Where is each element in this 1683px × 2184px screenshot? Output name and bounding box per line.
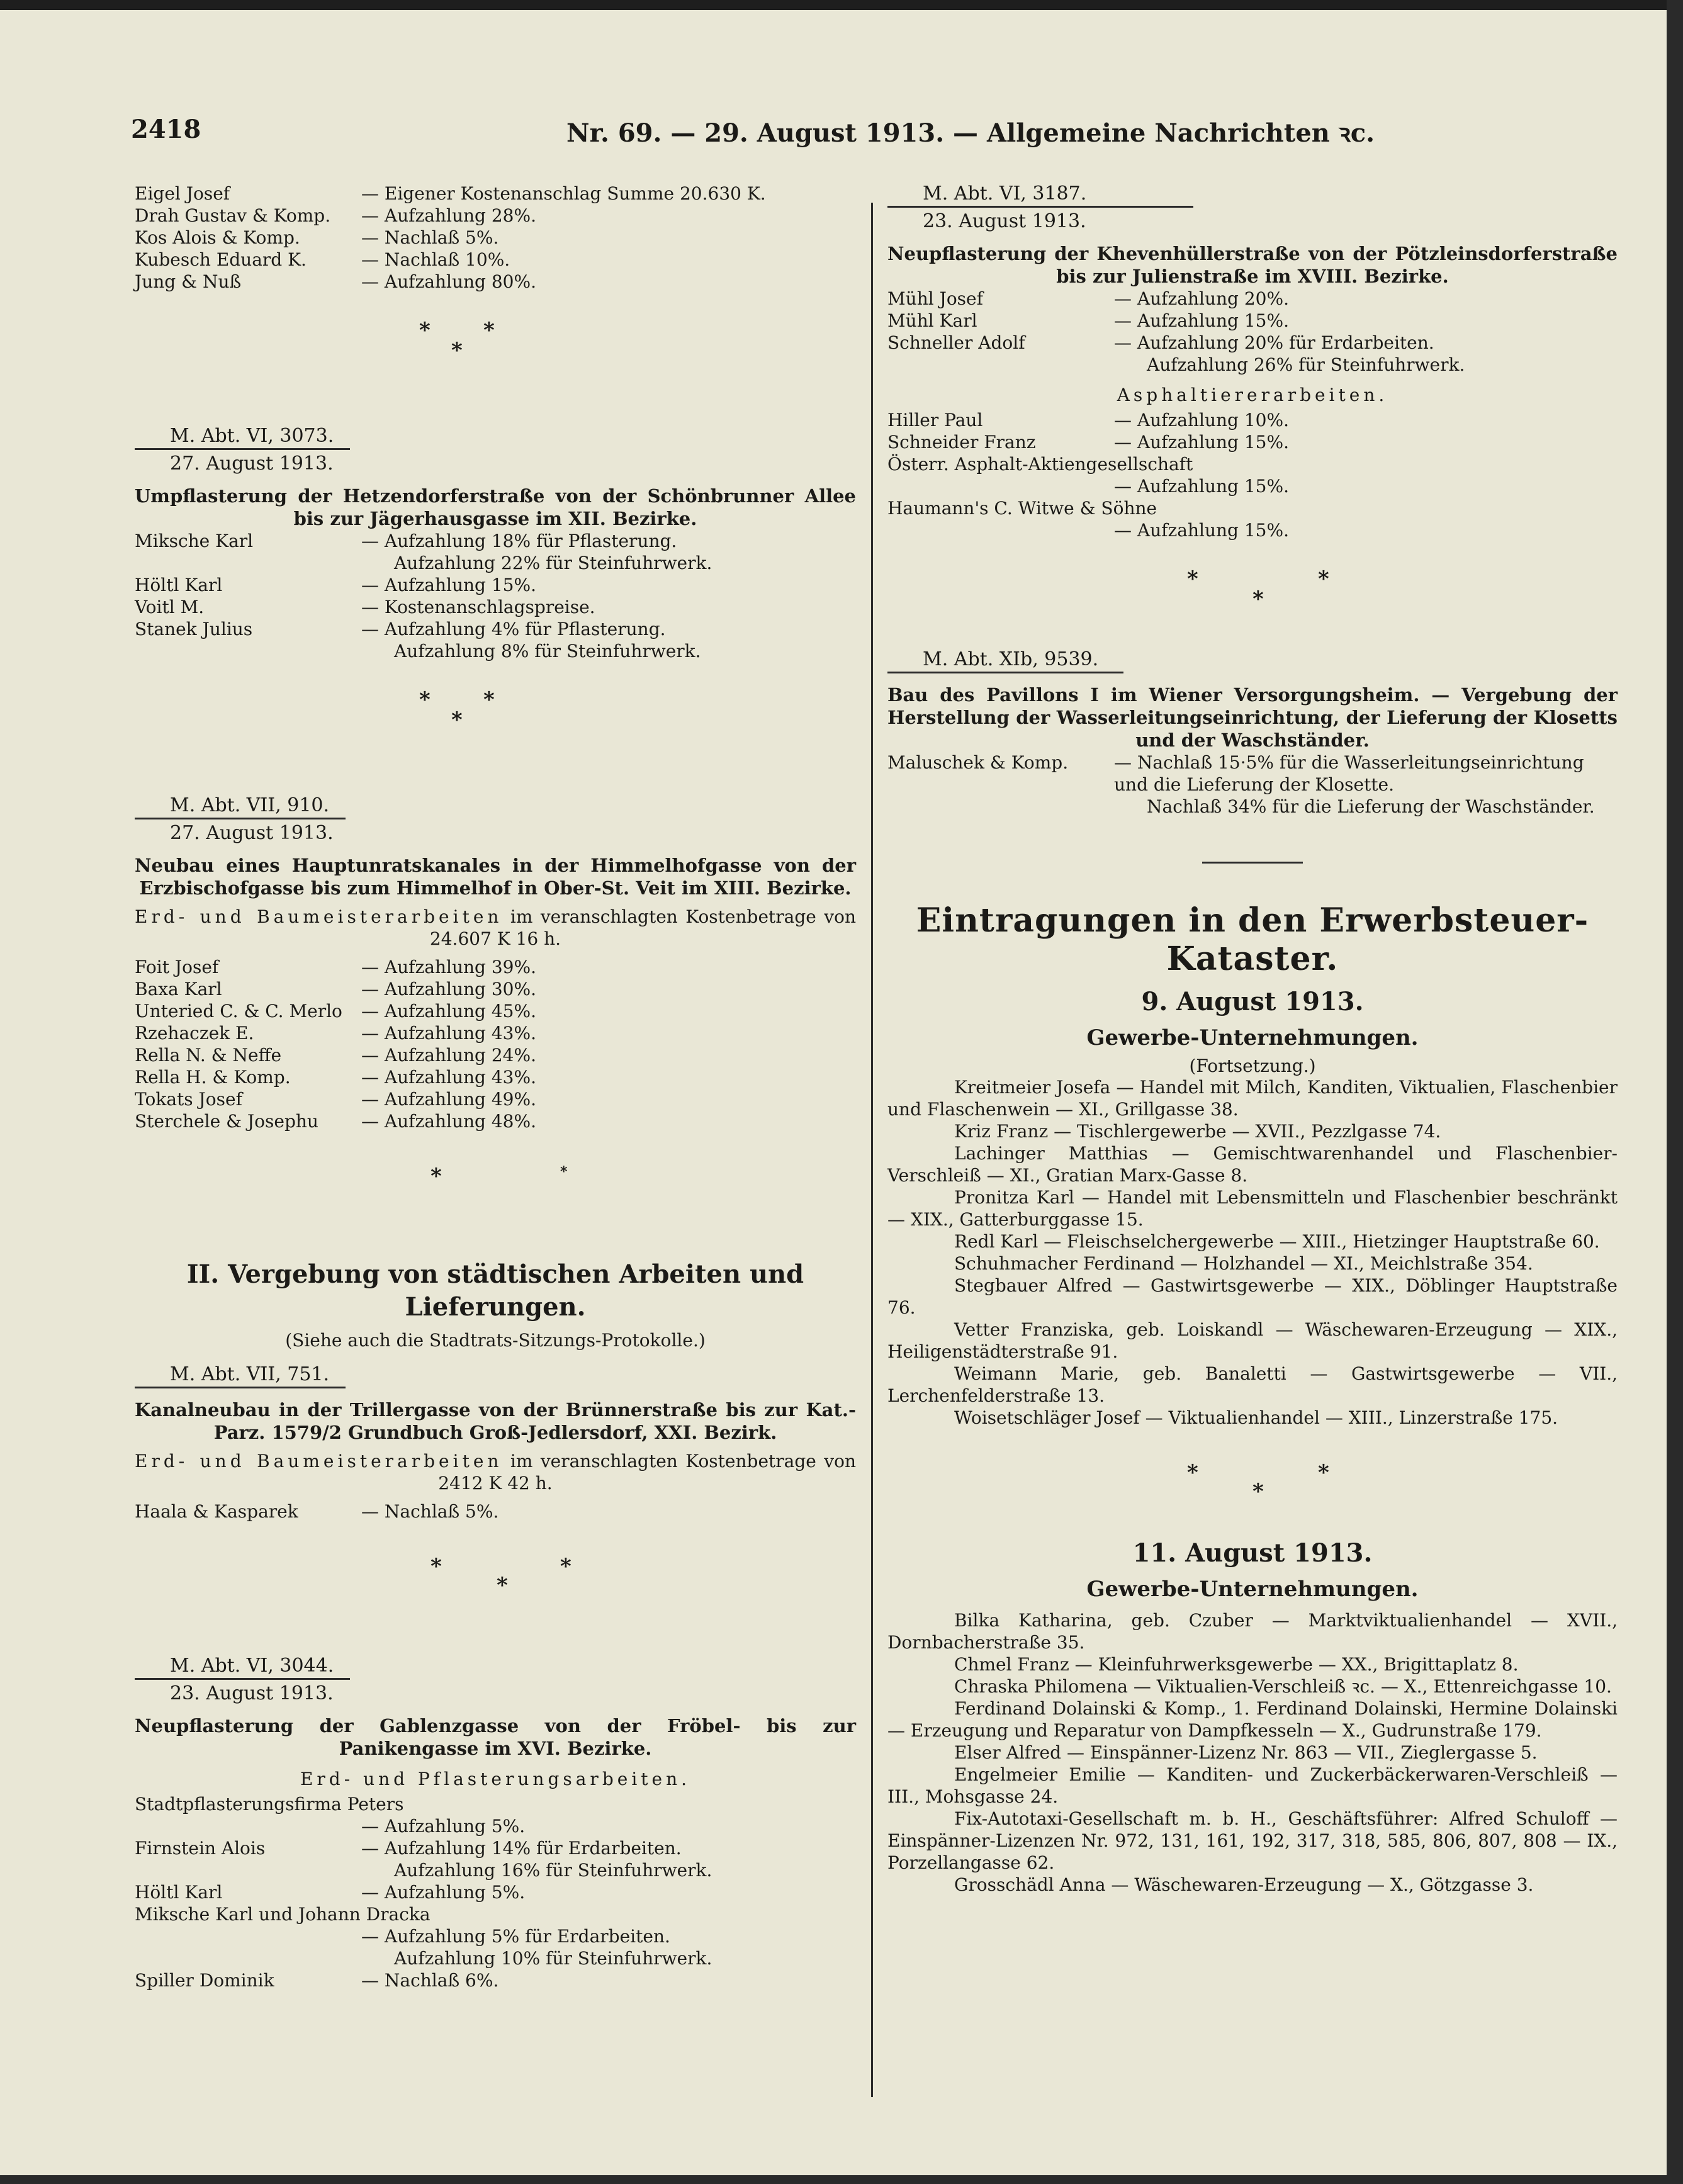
entries — [887, 519, 1618, 541]
entry-value-line: — Aufzahlung 15%. — [1114, 310, 1289, 331]
star: * — [483, 687, 495, 712]
separator-stars — [135, 1541, 856, 1623]
entries — [135, 1925, 856, 1991]
entry-name: Maluschek & Komp. — [887, 752, 1069, 773]
register-entry: Woisetschläger Josef — Viktualienhandel — XIII., Linzerstraße 175. — [954, 1407, 1558, 1428]
entry-values — [361, 1969, 856, 1991]
scan-edge-bottom — [0, 2175, 1683, 2184]
firm-line: Miksche Karl und Johann Dracka — [135, 1904, 431, 1925]
star: * — [483, 318, 495, 343]
kataster-title: Eintragungen in den Erwerbsteuer-Kataster. — [916, 901, 1589, 978]
register-entry: Elser Alfred — Einspänner-Lizenz Nr. 863 — VII., Zieglergasse 5. — [954, 1742, 1538, 1763]
entry-name: Rella N. & Neffe — [135, 1045, 282, 1066]
entry-row — [135, 1066, 856, 1088]
firm-line: Stadtpflasterungsfirma Peters — [135, 1794, 404, 1815]
block-vii-751 — [135, 1351, 856, 1523]
entry-value-line: — Aufzahlung 18% für Pflasterung. — [361, 531, 677, 551]
entries — [887, 751, 1618, 818]
entry-value-line: — Eigener Kostenanschlag Summe 20.630 K. — [361, 183, 766, 204]
register-entry: Schuhmacher Ferdinand — Holzhandel — XI., Meichlstraße 354. — [954, 1253, 1533, 1274]
entry-values — [361, 1066, 856, 1088]
entry-name: Eigel Josef — [135, 183, 230, 204]
section-note: (Siehe auch die Stadtrats-Sitzungs-Protokolle.) — [285, 1330, 706, 1351]
entry-name — [887, 519, 1114, 541]
entry-row — [887, 431, 1618, 453]
entry-name: Sterchele & Josephu — [135, 1111, 318, 1132]
entry-name: Kubesch Eduard K. — [135, 249, 307, 270]
block-intro — [135, 906, 856, 950]
register-entry: Pronitza Karl — Handel mit Lebensmitteln und Flaschenbier beschränkt — XIX., Gatterburggasse 15. — [887, 1187, 1618, 1230]
register-entries — [887, 1076, 1618, 1429]
star: * — [451, 338, 463, 363]
entries — [135, 956, 856, 1132]
entry-name: Rella H. & Komp. — [135, 1067, 291, 1088]
register-entry: Chmel Franz — Kleinfuhrwerksgewerbe — XX., Brigittaplatz 8. — [954, 1654, 1519, 1675]
subheading: Gewerbe-Unternehmungen. — [1086, 1577, 1419, 1602]
subheading: Gewerbe-Unternehmungen. — [1086, 1025, 1419, 1050]
reference-date: 23. August 1913. — [923, 210, 1086, 232]
separator-stars — [135, 1151, 856, 1233]
entry-row — [135, 271, 856, 293]
entry-name: Rzehaczek E. — [135, 1023, 254, 1044]
entry-values — [361, 618, 856, 662]
entry-values — [361, 1110, 856, 1132]
entry-values — [1114, 519, 1618, 541]
entry-values — [1114, 310, 1618, 332]
entries — [887, 288, 1618, 376]
entry-row — [135, 249, 856, 271]
entry-values — [361, 956, 856, 978]
register-entry: Weimann Marie, geb. Banaletti — Gastwirtsgewerbe — VII., Lerchenfelderstraße 13. — [887, 1363, 1618, 1406]
block-subtitle: Asphaltiererarbeiten. — [1117, 385, 1388, 405]
scan-edge-right — [1667, 0, 1683, 2184]
reference-number: M. Abt. VI, 3073. — [135, 425, 350, 450]
entry-values — [361, 1837, 856, 1881]
entry-value-line: — Aufzahlung 15%. — [361, 575, 536, 595]
entry-row — [135, 1815, 856, 1837]
entry-value-line: — Nachlaß 5%. — [361, 227, 499, 248]
star: * — [431, 1554, 442, 1579]
reference-date: 27. August 1913. — [170, 822, 334, 844]
entry-name: Stanek Julius — [135, 619, 253, 639]
entries — [135, 1500, 856, 1523]
entry-values — [361, 530, 856, 574]
entry-row — [887, 409, 1618, 431]
entry-row — [887, 751, 1618, 818]
star: * — [560, 1164, 568, 1180]
reference-number: M. Abt. VII, 910. — [135, 794, 346, 819]
block-intro — [135, 1450, 856, 1494]
entry-name: Haala & Kasparek — [135, 1501, 298, 1522]
entry-value-line: — Aufzahlung 15%. — [1114, 432, 1289, 453]
block-title: Kanalneubau in der Trillergasse von der Brünnerstraße bis zur Kat.-Parz. 1579/2 Grundbuch Groß-Jedlersdorf, XXI. Bezirk. — [135, 1399, 856, 1443]
entry-row — [135, 596, 856, 618]
entry-values — [361, 1500, 856, 1523]
entry-row — [135, 1022, 856, 1044]
entry-values — [361, 1925, 856, 1969]
star: * — [419, 687, 431, 712]
star: * — [1187, 566, 1198, 592]
register-entry: Vetter Franziska, geb. Loiskandl — Wäschewaren-Erzeugung — XIX., Heiligenstädterstraße 91. — [887, 1319, 1618, 1362]
entry-name: Schneller Adolf — [887, 332, 1025, 353]
entry-values — [361, 249, 856, 271]
intro-rest: im veranschlagten Kostenbetrage von 24.607 K 16 h. — [429, 906, 856, 949]
block-vi-3187 — [887, 183, 1618, 541]
entry-name: Jung & Nuß — [135, 271, 242, 292]
reference-date: 23. August 1913. — [170, 1682, 334, 1704]
entry-value-line: — Aufzahlung 24%. — [361, 1045, 536, 1066]
entries — [887, 409, 1618, 453]
register-entry: Engelmeier Emilie — Kanditen- und Zuckerbäckerwaren-Verschleiß — III., Mohsgasse 24. — [887, 1764, 1618, 1807]
register-entry: Bilka Katharina, geb. Czuber — Marktviktualienhandel — XVII., Dornbacherstraße 35. — [887, 1610, 1618, 1653]
entry-name: Drah Gustav & Komp. — [135, 205, 331, 226]
entry-values — [1114, 475, 1618, 497]
entry-values — [1114, 288, 1618, 310]
entry-values — [361, 978, 856, 1000]
star: * — [1318, 566, 1329, 592]
entry-value-line: — Nachlaß 6%. — [361, 1970, 499, 1991]
entry-name: Miksche Karl — [135, 531, 254, 551]
entry-value-line: Aufzahlung 22% für Steinfuhrwerk. — [394, 553, 712, 573]
entry-row — [887, 310, 1618, 332]
entry-name: Mühl Josef — [887, 288, 983, 309]
entry-value-line: — Aufzahlung 49%. — [361, 1089, 536, 1110]
entry-value-line: — Aufzahlung 5%. — [361, 1816, 526, 1837]
entry-row — [135, 205, 856, 227]
star: * — [1318, 1460, 1329, 1485]
entry-row — [887, 288, 1618, 310]
entry-value-line: — Nachlaß 5%. — [361, 1501, 499, 1522]
block-title: Neubau eines Hauptunratskanales in der Himmelhofgasse von der Erzbischofgasse bis zum Himmelhof in Ober-St. Veit im XIII. Bezirke. — [135, 855, 856, 899]
entry-name: Tokats Josef — [135, 1089, 242, 1110]
block-vi-3044 — [135, 1623, 856, 1991]
continued-note: (Fortsetzung.) — [1189, 1055, 1316, 1076]
scan-edge-top — [0, 0, 1683, 10]
entry-row — [135, 1044, 856, 1066]
reference-number: M. Abt. VI, 3044. — [135, 1655, 350, 1680]
register-entry: Stegbauer Alfred — Gastwirtsgewerbe — XIX., Döblinger Hauptstraße 76. — [887, 1275, 1618, 1318]
separator-stars — [135, 312, 856, 393]
reference-number: M. Abt. XIb, 9539. — [887, 648, 1123, 673]
entry-row — [135, 1088, 856, 1110]
entry-name: Unteried C. & C. Merlo — [135, 1001, 342, 1022]
entry-row — [135, 618, 856, 662]
star: * — [1252, 587, 1264, 612]
entry-value-line: Aufzahlung 8% für Steinfuhrwerk. — [394, 641, 701, 661]
left-column — [135, 183, 856, 1991]
register-entries — [887, 1609, 1618, 1896]
entry-row — [135, 956, 856, 978]
star: * — [419, 318, 431, 343]
entry-name: Spiller Dominik — [135, 1970, 274, 1991]
entry-values — [1114, 751, 1618, 818]
intro-spaced: Erd- und Baumeisterarbeiten — [135, 1451, 503, 1472]
entry-value-line: — Nachlaß 10%. — [361, 249, 510, 270]
entry-name: Kos Alois & Komp. — [135, 227, 300, 248]
block-vi-3073 — [135, 393, 856, 662]
star: * — [431, 1164, 442, 1189]
entry-row — [135, 1500, 856, 1523]
separator-stars — [887, 1448, 1618, 1529]
column-divider — [871, 203, 873, 2097]
reference-number: M. Abt. VII, 751. — [135, 1363, 346, 1388]
entry-value-line: — Aufzahlung 15%. — [1114, 520, 1289, 541]
star: * — [497, 1573, 508, 1598]
entry-row — [135, 1925, 856, 1969]
entry-values — [361, 1022, 856, 1044]
section-heading: II. Vergebung von städtischen Arbeiten und Lieferungen. — [186, 1259, 804, 1322]
star: * — [1187, 1460, 1198, 1485]
entry-name: Hiller Paul — [887, 410, 983, 431]
entry-name: Schneider Franz — [887, 432, 1036, 453]
entry-value-line: — Aufzahlung 4% für Pflasterung. — [361, 619, 666, 639]
entry-values — [361, 574, 856, 596]
entry-values — [1114, 409, 1618, 431]
entry-values — [361, 1044, 856, 1066]
register-entry: Kreitmeier Josefa — Handel mit Milch, Kanditen, Viktualien, Flaschenbier und Flaschenwein — XI., Grillgasse 38. — [887, 1077, 1618, 1120]
entry-name: Mühl Karl — [887, 310, 977, 331]
block-xib-9539 — [887, 642, 1618, 818]
entry-values — [1114, 332, 1618, 376]
entry-value-line: — Aufzahlung 20%. — [1114, 288, 1289, 309]
reference-number: M. Abt. VI, 3187. — [887, 183, 1193, 208]
entry-name — [135, 1815, 361, 1837]
entry-value-line: — Aufzahlung 5%. — [361, 1882, 526, 1903]
entry-values — [361, 1815, 856, 1837]
entry-value-line: Aufzahlung 10% für Steinfuhrwerk. — [394, 1948, 712, 1969]
entry-value-line: — Aufzahlung 15%. — [1114, 476, 1289, 497]
short-rule — [1202, 862, 1303, 864]
entry-values — [361, 1000, 856, 1022]
entry-name — [135, 1925, 361, 1969]
separator-stars — [135, 681, 856, 763]
entry-row — [135, 1110, 856, 1132]
entry-value-line: Nachlaß 34% für die Lieferung der Waschständer. — [1147, 796, 1595, 817]
entry-row — [135, 1000, 856, 1022]
register-entry: Redl Karl — Fleischselchergewerbe — XIII., Hietzinger Hauptstraße 60. — [954, 1231, 1600, 1252]
block-vii-910 — [135, 763, 856, 1132]
entry-row — [135, 1881, 856, 1903]
entry-value-line: Aufzahlung 16% für Steinfuhrwerk. — [394, 1860, 712, 1881]
entry-value-line: — Aufzahlung 45%. — [361, 1001, 536, 1022]
entry-value-line: — Nachlaß 15·5% für die Wasserleitungseinrichtung und die Lieferung der Klosette. — [1114, 752, 1584, 795]
entry-value-line: — Aufzahlung 14% für Erdarbeiten. — [361, 1838, 682, 1859]
entry-value-line: — Aufzahlung 30%. — [361, 979, 536, 999]
right-column — [887, 183, 1618, 1896]
entry-name: Firnstein Alois — [135, 1838, 266, 1859]
entry-values — [361, 1881, 856, 1903]
entry-values — [361, 596, 856, 618]
entry-value-line: — Kostenanschlagspreise. — [361, 597, 595, 617]
entries — [135, 1815, 856, 1903]
register-entry: Ferdinand Dolainski & Komp., 1. Ferdinand Dolainski, Hermine Dolainski — Erzeugung und Reparatur von Dampfkesseln — X., Gudrunstraße 179. — [887, 1698, 1618, 1741]
entry-row — [887, 332, 1618, 376]
entry-values — [361, 183, 856, 205]
star: * — [451, 707, 463, 733]
star: * — [560, 1554, 571, 1579]
entry-row — [887, 519, 1618, 541]
entry-value-line: — Aufzahlung 80%. — [361, 271, 536, 292]
reference-date: 27. August 1913. — [170, 453, 334, 475]
entry-values — [361, 205, 856, 227]
entry-name: Höltl Karl — [135, 1882, 223, 1903]
entry-name: Voitl M. — [135, 597, 205, 617]
entry-value-line: — Aufzahlung 39%. — [361, 957, 536, 977]
entry-value-line: — Aufzahlung 48%. — [361, 1111, 536, 1132]
firm-line: Österr. Asphalt-Aktiengesellschaft — [887, 454, 1193, 475]
entry-row — [135, 978, 856, 1000]
entry-name: Foit Josef — [135, 957, 219, 977]
entry-row — [887, 475, 1618, 497]
firm-line: Haumann's C. Witwe & Söhne — [887, 498, 1157, 519]
entry-value-line: — Aufzahlung 28%. — [361, 205, 536, 226]
entry-row — [135, 1837, 856, 1881]
block-title: Neupflasterung der Khevenhüllerstraße von der Pötzleinsdorferstraße bis zur Julienstraße im XVIII. Bezirke. — [887, 243, 1618, 287]
entry-values — [1114, 431, 1618, 453]
intro-rest: im veranschlagten Kostenbetrage von 2412 K 42 h. — [438, 1451, 856, 1494]
entry-values — [361, 271, 856, 293]
block-subtitle: Erd- und Pflasterungsarbeiten. — [300, 1769, 691, 1789]
block-title: Umpflasterung der Hetzendorferstraße von der Schönbrunner Allee bis zur Jägerhausgasse im XII. Bezirke. — [135, 485, 856, 529]
entry-row — [135, 574, 856, 596]
entry-row — [135, 227, 856, 249]
entry-row — [135, 530, 856, 574]
star: * — [1252, 1479, 1264, 1504]
entries — [887, 475, 1618, 497]
entry-row — [135, 183, 856, 205]
date-heading: 11. August 1913. — [1132, 1538, 1373, 1568]
running-head: Nr. 69. — 29. August 1913. — Allgemeine Nachrichten ꝛc. — [566, 118, 1375, 148]
entries — [135, 530, 856, 662]
register-entry: Grosschädl Anna — Wäschewaren-Erzeugung — X., Götzgasse 3. — [954, 1874, 1534, 1895]
entry-value-line: — Aufzahlung 5% für Erdarbeiten. — [361, 1926, 670, 1947]
entry-row — [135, 1969, 856, 1991]
entry-value-line: — Aufzahlung 43%. — [361, 1023, 536, 1044]
date-heading: 9. August 1913. — [1141, 987, 1364, 1016]
entry-name: Höltl Karl — [135, 575, 223, 595]
register-entry: Fix-Autotaxi-Gesellschaft m. b. H., Geschäftsführer: Alfred Schuloff — Einspänner-Lizenzen Nr. 972, 131, 161, 192, 317, 318, 585, 806, 807, 808 — IX., Porzellangasse 62. — [887, 1808, 1618, 1873]
page-number: 2418 — [131, 115, 201, 144]
register-entry: Chraska Philomena — Viktualien-Verschleiß ꝛc. — X., Ettenreichgasse 10. — [954, 1676, 1612, 1697]
entry-value-line: Aufzahlung 26% für Steinfuhrwerk. — [1147, 354, 1465, 375]
entry-name: Baxa Karl — [135, 979, 222, 999]
entry-value-line: — Aufzahlung 20% für Erdarbeiten. — [1114, 332, 1434, 353]
intro-spaced: Erd- und Baumeisterarbeiten — [135, 906, 503, 927]
entry-values — [361, 1088, 856, 1110]
register-entry: Lachinger Matthias — Gemischtwarenhandel und Flaschenbier-Verschleiß — XI., Gratian Marx-Gasse 8. — [887, 1143, 1618, 1186]
block-title: Neupflasterung der Gablenzgasse von der Fröbel- bis zur Panikengasse im XVI. Bezirke. — [135, 1715, 856, 1759]
entry-value-line: — Aufzahlung 43%. — [361, 1067, 536, 1088]
register-entry: Kriz Franz — Tischlergewerbe — XVII., Pezzlgasse 74. — [954, 1121, 1441, 1142]
entry-value-line: — Aufzahlung 10%. — [1114, 410, 1289, 431]
entry-values — [361, 227, 856, 249]
entry-name — [887, 475, 1114, 497]
block-title: Bau des Pavillons I im Wiener Versorgungsheim. — Vergebung der Herstellung der Wasserleitungseinrichtung, der Lieferung der Klosetts und der Waschständer. — [887, 684, 1618, 751]
separator-stars — [887, 560, 1618, 642]
top-entries — [135, 183, 856, 293]
